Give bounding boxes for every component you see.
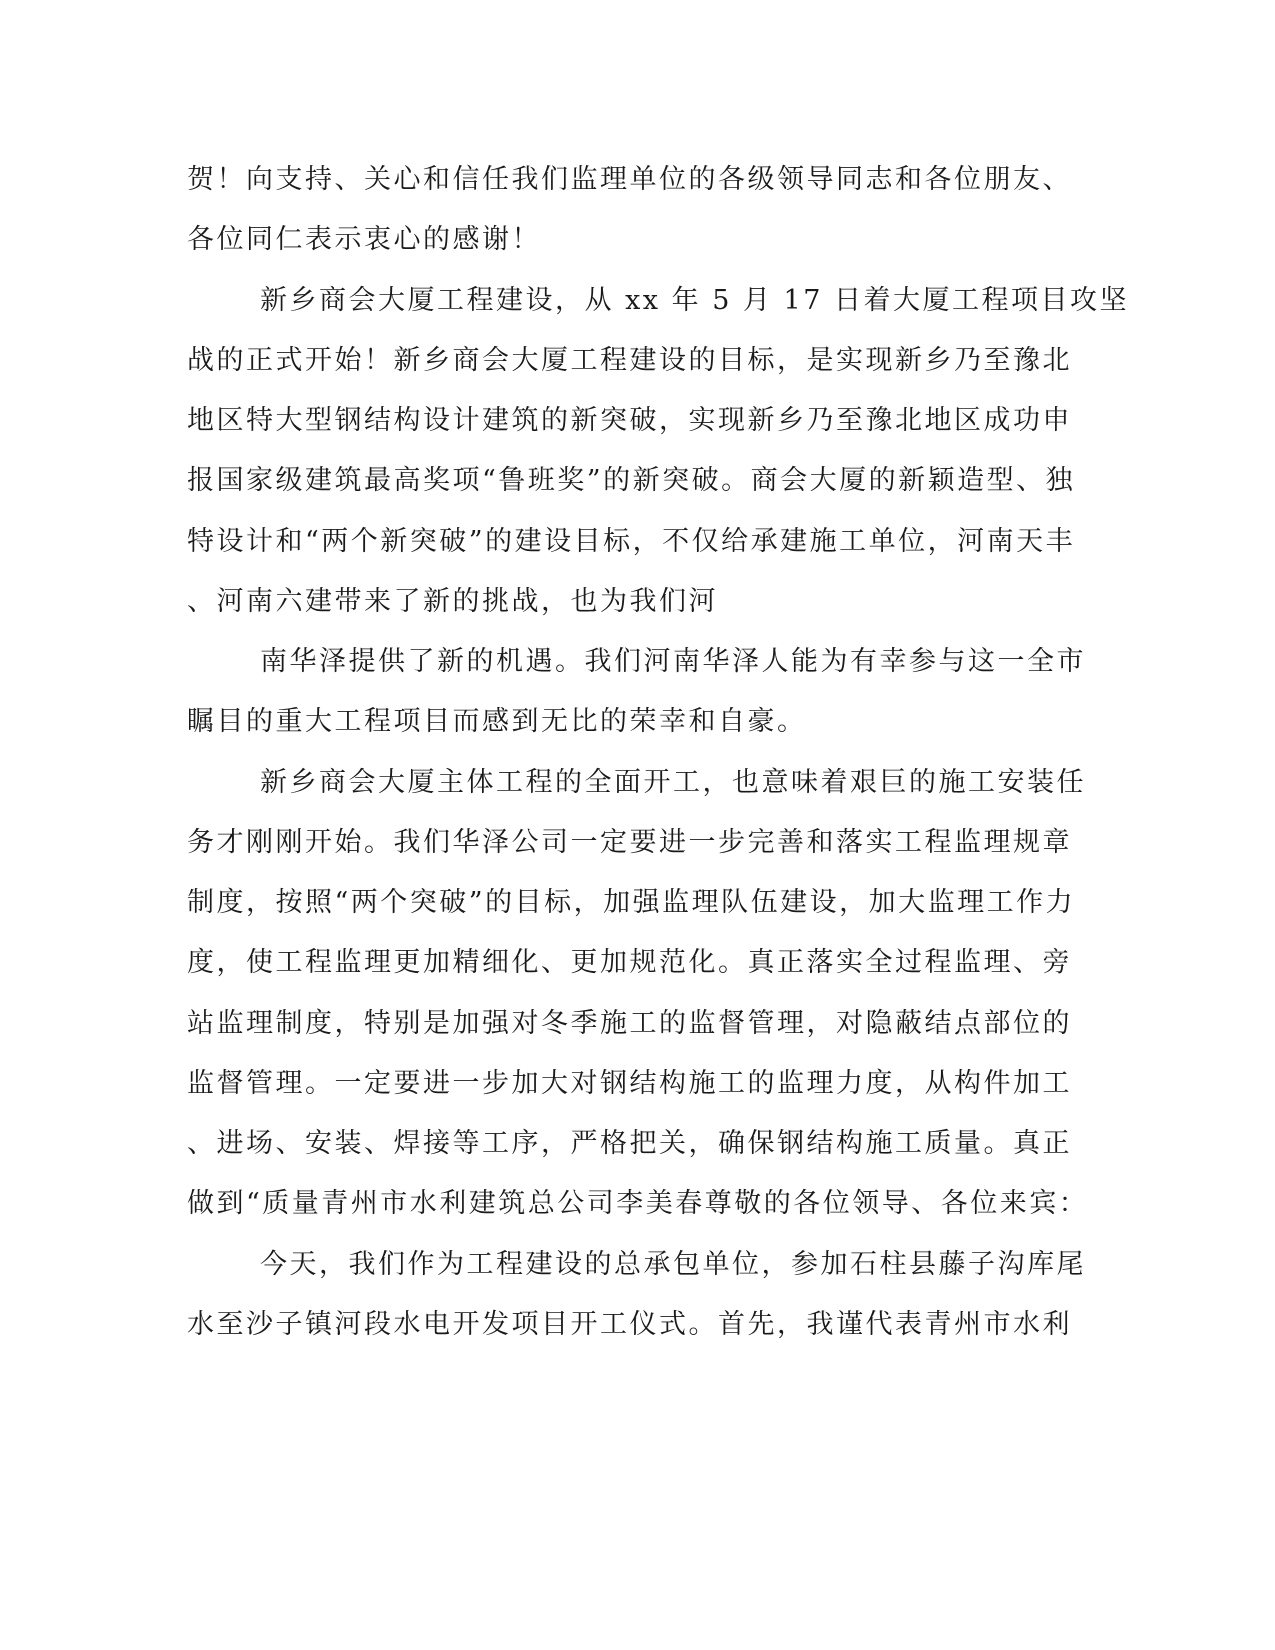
text-line: 地区特大型钢结构设计建筑的新突破，实现新乡乃至豫北地区成功申 bbox=[187, 405, 1072, 436]
text-line: 特设计和“两个新突破”的建设目标，不仅给承建施工单位，河南天丰 bbox=[187, 526, 1076, 557]
text-line: 做到“质量青州市水利建筑总公司李美春尊敬的各位领导、各位来宾： bbox=[187, 1188, 1089, 1219]
text-line: 制度，按照“两个突破”的目标，加强监理队伍建设，加大监理工作力 bbox=[187, 887, 1076, 918]
text-line: 战的正式开始！新乡商会大厦工程建设的目标，是实现新乡乃至豫北 bbox=[187, 345, 1072, 376]
text-line: 报国家级建筑最高奖项“鲁班奖”的新突破。商会大厦的新颖造型、独 bbox=[187, 465, 1076, 496]
text-line: 、河南六建带来了新的挑战，也为我们河 bbox=[187, 586, 718, 617]
text-line: 站监理制度，特别是加强对冬季施工的监督管理，对隐蔽结点部位的 bbox=[187, 1008, 1072, 1039]
paragraph-start-line: 新乡商会大厦工程建设，从 xx 年 5 月 17 日着大厦工程项目攻坚 bbox=[260, 285, 1129, 316]
text-line: 瞩目的重大工程项目而感到无比的荣幸和自豪。 bbox=[187, 706, 807, 737]
text-line: 贺！向支持、关心和信任我们监理单位的各级领导同志和各位朋友、 bbox=[187, 164, 1072, 195]
paragraph-start-line: 新乡商会大厦主体工程的全面开工，也意味着艰巨的施工安装任 bbox=[260, 767, 1086, 798]
text-line: 度，使工程监理更加精细化、更加规范化。真正落实全过程监理、旁 bbox=[187, 947, 1072, 978]
text-line: 各位同仁表示衷心的感谢！ bbox=[187, 224, 541, 255]
text-line: 、进场、安装、焊接等工序，严格把关，确保钢结构施工质量。真正 bbox=[187, 1128, 1072, 1159]
text-line: 监督管理。一定要进一步加大对钢结构施工的监理力度，从构件加工 bbox=[187, 1068, 1072, 1099]
paragraph-start-line: 南华泽提供了新的机遇。我们河南华泽人能为有幸参与这一全市 bbox=[260, 646, 1086, 677]
text-line: 务才刚刚开始。我们华泽公司一定要进一步完善和落实工程监理规章 bbox=[187, 827, 1072, 858]
paragraph-start-line: 今天，我们作为工程建设的总承包单位，参加石柱县藤子沟库尾 bbox=[260, 1249, 1086, 1280]
text-line: 水至沙子镇河段水电开发项目开工仪式。首先，我谨代表青州市水利 bbox=[187, 1309, 1072, 1340]
